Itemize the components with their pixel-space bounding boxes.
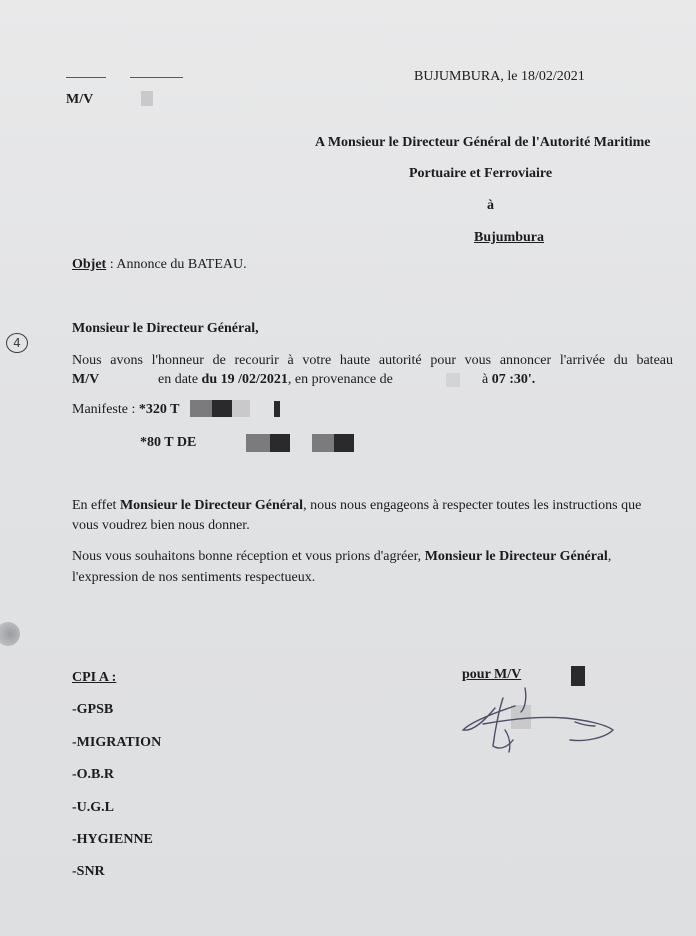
recipient-line-2: Portuaire et Ferroviaire <box>409 166 553 181</box>
salutation: Monsieur le Directeur Général, <box>72 321 259 336</box>
arrival-time-line <box>482 373 535 387</box>
paragraph-1-line-1: Nous avons l'honneur de recourir à votre haute autorité pour vous annoncer l'arrivée du bateau <box>72 353 673 368</box>
redaction <box>270 434 290 452</box>
provenance: , en provenance de <box>287 372 393 387</box>
cc-item: -O.B.R <box>72 767 114 782</box>
vessel-ref: M/V <box>66 92 94 107</box>
time-prefix: à <box>482 372 492 387</box>
redaction <box>246 434 270 452</box>
redaction <box>232 400 250 417</box>
punch-hole <box>0 622 20 646</box>
paragraph-1-mv: M/V <box>72 372 100 387</box>
arrival-time: 07 :30'. <box>491 372 536 387</box>
cc-item: -HYGIENNE <box>72 832 153 847</box>
para2-suffix: , nous nous engageons à respecter toutes les instructions que <box>303 498 642 513</box>
redaction <box>274 401 280 417</box>
recipient-line-1: A Monsieur le Directeur Général de l'Autorité Maritime <box>315 135 651 150</box>
para3-suffix: , <box>607 549 612 564</box>
subject-sep: : <box>106 257 114 272</box>
cc-item: -SNR <box>72 864 105 879</box>
header-rule-1 <box>66 77 106 78</box>
cc-item: -GPSB <box>72 702 114 717</box>
paragraph-3-line-1 <box>72 550 611 564</box>
date-line: BUJUMBURA, le 18/02/2021 <box>414 69 585 84</box>
subject-line <box>72 258 247 272</box>
cc-title: CPI A : <box>72 670 117 685</box>
recipient-line-3: à <box>487 198 494 213</box>
paragraph-2-line-1 <box>72 499 641 513</box>
header-rule-2 <box>130 77 183 78</box>
redaction <box>312 434 334 452</box>
margin-number-mark: 4 <box>6 333 28 353</box>
paragraph-3-line-2: l'expression de nos sentiments respectueux. <box>72 570 316 585</box>
manifest-item-1: *320 T <box>138 402 180 417</box>
arrival-date: du 19 /02/2021 <box>201 372 288 387</box>
subject-text: Annonce du BATEAU. <box>116 257 247 272</box>
signature-label: pour M/V <box>462 667 522 682</box>
redaction <box>212 400 232 417</box>
paragraph-1-date-line <box>158 373 393 387</box>
redaction <box>141 91 153 106</box>
manifest-line-1 <box>72 403 179 417</box>
subject-label: Objet <box>72 257 107 272</box>
para3-bold: Monsieur le Directeur Général <box>424 549 608 564</box>
redaction <box>446 373 460 387</box>
recipient-city: Bujumbura <box>474 230 545 245</box>
handwritten-signature <box>455 680 625 760</box>
manifest-label: Manifeste : <box>72 402 139 417</box>
date-prefix: en date <box>158 372 202 387</box>
cc-item: -U.G.L <box>72 800 114 815</box>
manifest-item-2: *80 T DE <box>140 435 197 450</box>
paragraph-2-line-2: vous voudrez bien nous donner. <box>72 518 250 533</box>
para2-prefix: En effet <box>72 498 120 513</box>
redaction <box>190 400 212 417</box>
para2-bold: Monsieur le Directeur Général <box>119 498 304 513</box>
para3-prefix: Nous vous souhaitons bonne réception et vous prions d'agréer, <box>72 549 425 564</box>
redaction <box>334 434 354 452</box>
cc-item: -MIGRATION <box>72 735 162 750</box>
